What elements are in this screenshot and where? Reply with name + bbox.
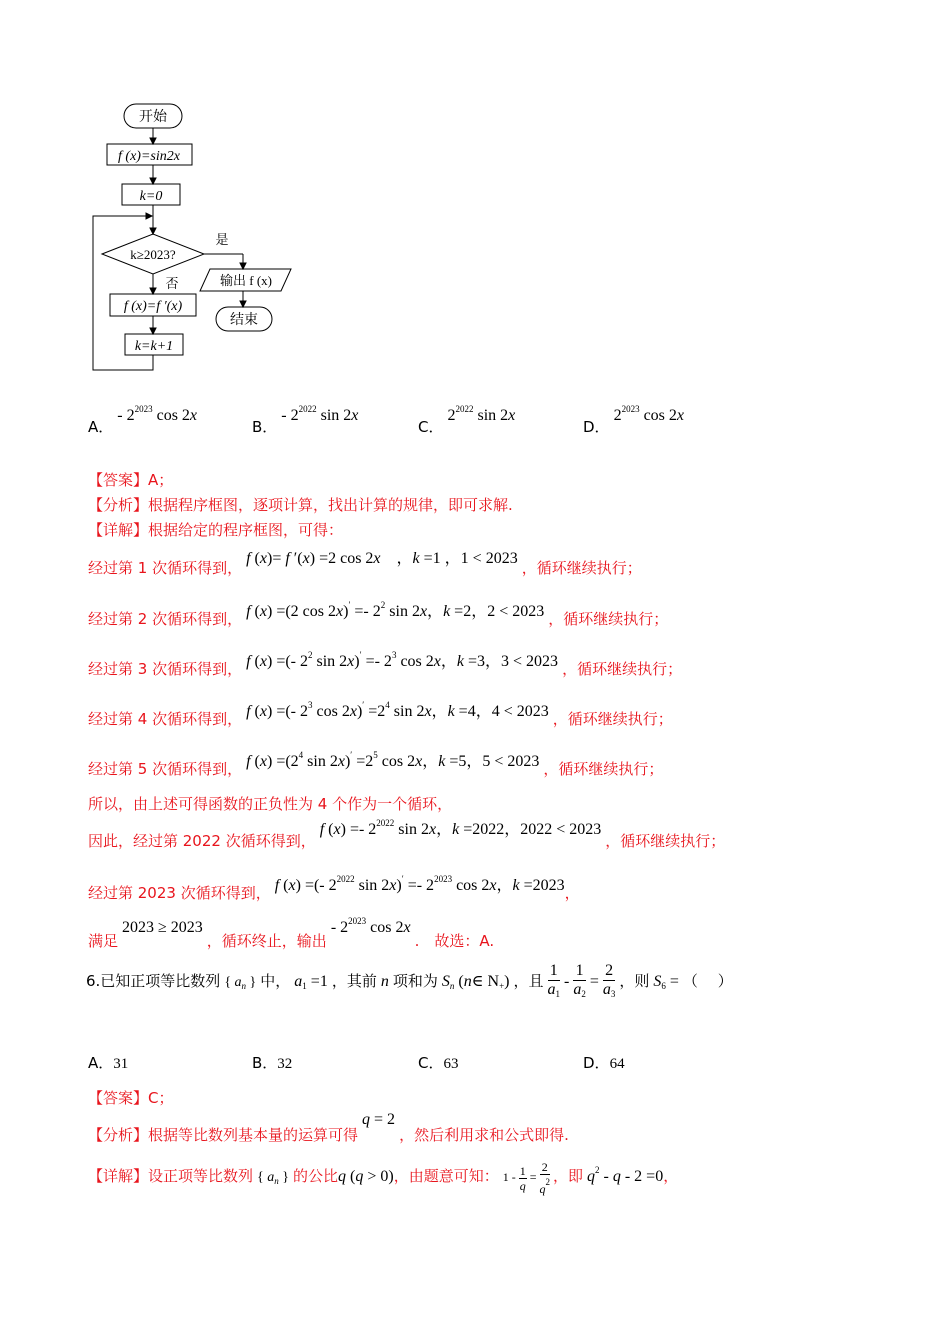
flow-update-k: k=k+1 [134, 339, 174, 354]
q5-detail: 【详解】根据给定的程序框图，可得： [88, 521, 344, 539]
flow-start: 开始 [139, 109, 167, 125]
q6-analysis: 【分析】根据等比数列基本量的运算可得 q = 2 ，然后利用求和公式即得. [88, 1111, 569, 1144]
flow-yes-label: 是 [215, 233, 229, 248]
q5-step-4: 经过第 4 次循环得到， f (x) =(- $2^3$ $\cos 2x)' =2^4$ sin 2x，k =4，4 < 2023 ，循环继续执行； [88, 700, 673, 728]
flow-assign-k: k=0 [139, 189, 163, 204]
q5-step-2: 经过第 2 次循环得到， f (x) =(2 $\cos 2x)' =- 2^2$ sin 2x，k =2，2 < 2023 ，循环继续执行； [88, 600, 669, 628]
q6-option-b: B．32 [252, 1054, 293, 1072]
q6-stem: 6.已知正项等比数列 { $a_n$ } 中， $a_1 =1$ ，其前 n 项和为 $S_n$ (n∈ $N_+$) ，且 $\frac{1}{a_1}$ - $\frac{1}{a_2}$ = $\frac{2}{a_3}$ ，则 $S_6$ = （ ） [86, 962, 733, 999]
q5-option-d: D． $2^{2023}$ cos 2x [583, 404, 684, 436]
q5-option-c: C． $2^{2022}$ sin 2x [418, 404, 516, 436]
q5-answer: 【答案】A； [88, 471, 174, 489]
q5-conclusion-2: 因此，经过第 2022 次循环得到， f $(x) =- 2^{2022}$ sin 2x，k =2022，2022 < 2023 ，循环继续执行； [88, 818, 726, 850]
q5-step-1: 经过第 1 次循环得到， f (x)= f ′(x) =2 cos 2x ，k =1 ，1 < 2023 ，循环继续执行； [88, 550, 642, 577]
q5-step-3: 经过第 3 次循环得到， f (x) =(- $2^2$ $\sin 2x)' =- 2^3$ cos 2x，k =3，3 < 2023 ，循环继续执行； [88, 650, 683, 678]
flow-assign-f: f (x)=sin2x [118, 149, 180, 164]
flowchart [88, 96, 308, 381]
flow-end: 结束 [230, 312, 258, 328]
q6-option-d: D．64 [583, 1054, 625, 1072]
q6-detail: 【详解】设正项等比数列 { $a_n$ } 的公比q (q > 0)，由题意可知： 1 - $\frac{1}{q}$ = $\frac{2}{q^2}$ ，即 $q^2 - q - 2 =0$， [88, 1160, 679, 1196]
q5-satisfy: 满足 2023 ≥ 2023 ，循环终止，输出 - $2^{2023}$ cos 2x . 故选：A. [88, 916, 495, 950]
q5-conclusion-1: 所以，由上述可得函数的正负性为 4 个作为一个循环， [88, 795, 453, 813]
flow-condition: k≥2023? [130, 247, 176, 262]
q6-answer: 【答案】C； [88, 1089, 174, 1107]
q5-option-a: A． - $2^{2023}$ cos 2x [88, 404, 198, 436]
flow-output: 输出 f (x) [220, 273, 272, 288]
flow-no-label: 否 [165, 277, 179, 292]
q6-option-a: A．31 [88, 1054, 129, 1072]
q5-option-b: B． - $2^{2022}$ sin 2x [252, 404, 359, 436]
q6-option-c: C．63 [418, 1054, 459, 1072]
flow-update-f: f (x)=f ′(x) [123, 299, 183, 314]
q5-analysis: 【分析】根据程序框图，逐项计算，找出计算的规律，即可求解. [88, 496, 513, 514]
q5-step-2023: 经过第 2023 次循环得到， f (x) =(- $2^{2022}$ $\sin 2x)' =- 2^{2023}$ cos 2x，k =2023， [88, 874, 580, 902]
q5-step-5: 经过第 5 次循环得到， f $(x) =(2^4$ $\sin 2x)' =2^5$ cos 2x，k =5，5 < 2023 ，循环继续执行； [88, 750, 664, 778]
